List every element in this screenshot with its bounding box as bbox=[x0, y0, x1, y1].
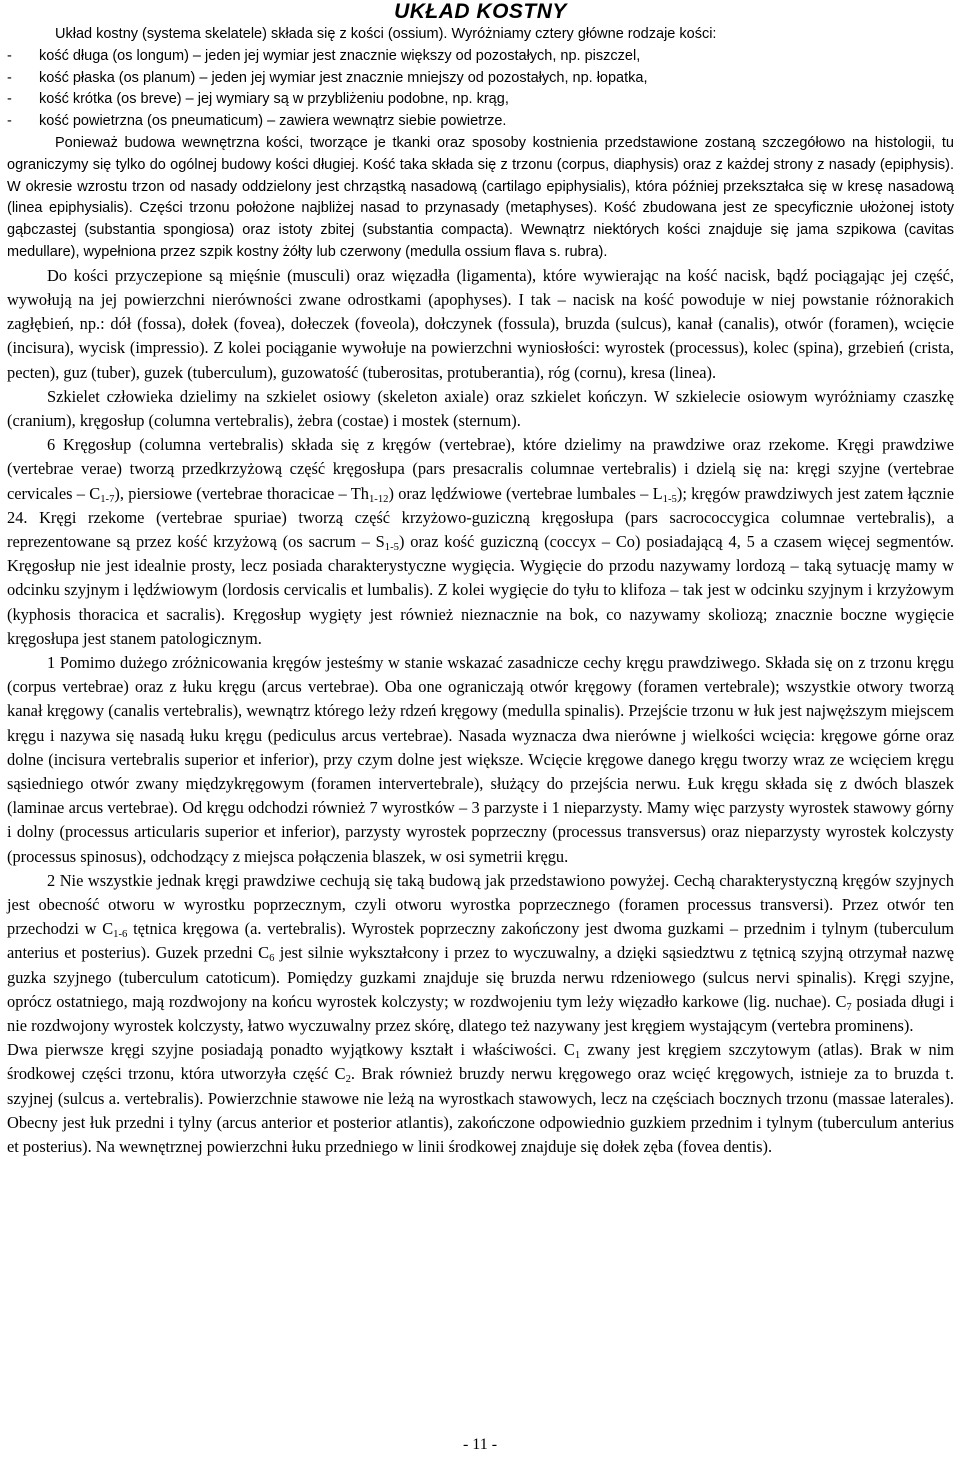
list-item: - kość płaska (os planum) – jeden jej wymiar jest znacznie mniejszy od pozostałych, np. łopatka, bbox=[7, 69, 648, 86]
bone-types-list bbox=[7, 46, 954, 133]
list-item: - kość długa (os longum) – jeden jej wymiar jest znacznie większy od pozostałych, np. piszczel, bbox=[7, 47, 641, 64]
page-title: UKŁAD KOSTNY bbox=[394, 0, 567, 23]
paragraph-muscles: Do kości przyczepione są mięśnie (musculi) oraz więzadła (ligamenta), które wywierając na kość nacisk, bądź pociągając jej część, wywołują na jej powierzchni nierówności zwane odrostkami (apophyses). I tak – nacisk na kość powoduje w niej powstanie różnorakich zagłębień, np.: dół (fossa), dołek (fovea), dołeczek (foveola), dołczynek (fossula), bruzda (sulcus), kanał (canalis), otwór (foramen), wcięcie (incisura), wycisk (impressio). Z kolei pociąganie wywołuje na powierzchni wyniosłości: wyrostek (processus), kolec (spina), grzebień (crista, pecten), guz (tuber), guzek (tuberculum), guzowatość (tuberositas, protuberantia), róg (cornu), kresa (linea). bbox=[7, 265, 954, 382]
paragraph-spine: 6 Kręgosłup (columna vertebralis) składa się z kręgów (vertebrae), które dzielimy na prawdziwe oraz rzekome. Kręgi prawdziwe (vertebrae verae) tworzą przedkrzyżową część kręgosłupa (pars presacralis columnae vertebralis) i dzielą się na: kręgi szyjne (vertebrae cervicales – $C_{1-7}$), piersiowe (vertebrae thoracicae – $Th_{1-12}$) oraz lędźwiowe (vertebrae lumbales – $L_{1-5}$); kręgów prawdziwych jest zatem łącznie 24. Kręgi rzekome (vertebrae spuriae) tworzą część krzyżowo-guziczną kręgosłupa (pars sacrococcygica columnae vertebralis), a reprezentowane są przez kość krzyżową (os sacrum – $S_{1-5}$) oraz kość guziczną (coccyx – Co) posiadającą 4, 5 a czasem więcej segmentów. Kręgosłup nie jest idealnie prosty, lecz posiada charakterystyczne wygięcia. Wygięcie do przodu nazywamy lordozą – taką sytuację mamy w odcinku szyjnym i lędźwiowym (lordosis cervicalis et lumbalis). Z kolei wygięcie do tyłu to klifoza – tak jest w odcinku szyjnym i krzyżowym (kyphosis thoracica et sacralis). Kręgosłup wygięty jest również nieznacznie na bok, co nazywamy skoliozą; znacznie boczne wygięcie kręgosłupa jest stanem patologicznym. bbox=[7, 435, 955, 648]
paragraph-vertebra: 1 Pomimo dużego zróżnicowania kręgów jesteśmy w stanie wskazać zasadnicze cechy kręgu prawdziwego. Składa się on z trzonu kręgu (corpus vertebrae) oraz z łuku kręgu (arcus vertebrae). Oba one ograniczają otwór kręgowy (foramen vertebrale); wszystkie otwory tworzą kanał kręgowy (canalis vertebralis), wewnątrz którego leży rdzeń kręgowy (medulla spinalis). Przejście trzonu w łuk jest najwęższym miejscem kręgu i nazywa się nasadą łuku kręgu (pediculus arcus vertebrae). Nasada wyznacza dwa nierówne j wielkości wcięcia: kręgowe górne oraz dolne (incisura vertebralis superior et inferior), przy czym dolne jest większe. Wcięcie kręgowe danego kręgu tworzy wraz ze wcięciem kręgu sąsiedniego otwór zwany międzykręgowym (foramen intervertebrale), służący do przejścia nerwu. Łuk kręgu składa się z dwóch blaszek (laminae arcus vertebrae). Od kręgu odchodzi również 7 wyrostków – 3 parzyste i 1 nieparzysty. Mamy więc parzysty wyrostek stawowy górny i dolny (processus articularis superior et inferior), parzysty wyrostek poprzeczny (processus transversus) oraz nieparzysty wyrostek kolczysty (processus spinosus), odchodzący z miejsca połączenia blaszek, w osi symetrii kręgu. bbox=[7, 653, 954, 866]
paragraph-structure: Ponieważ budowa wewnętrzna kości, tworzące je tkanki oraz sposoby kostnienia przedstawione zostaną szczegółowo na histologii, tu ograniczymy się tylko do ogólnej budowy kości długiej. Kość taka składa się z trzonu (corpus, diaphysis) oraz z każdej strony z nasady (epiphysis). W okresie wzrostu trzon od nasady oddzielony jest chrząstką nasadową (cartilago epiphysialis), która później przekształca się w kresę nasadową (linea epiphysialis). Części trzonu położone najbliżej nasad to przynasady (metaphyses). Kość zbudowana jest ze specyficznie ułożonej istoty gąbczastej (substantia spongiosa) oraz istoty zbitej (substantia compacta). Wewnątrz niektórych kości znajduje się jama szpikowa (cavitas medullare), wypełniona przez szpik kostny żółty lub czerwony (medulla ossium flava s. rubra). bbox=[7, 134, 954, 260]
document-page bbox=[7, 0, 954, 1159]
paragraph-atlas: Dwa pierwsze kręgi szyjne posiadają ponadto wyjątkowy kształt i właściwości. $C_1$ zwany jest kręgiem szczytowym (atlas). Brak w nim środkowej części trzonu, która utworzyła część $C_2$. Brak również bruzdy nerwu kręgowego oraz wcięć kręgowych, istnieje za to bruzda t. szyjnej (sulcus a. vertebralis). Powierzchnie stawowe nie leżą na wyrostkach stawowych, lecz na częściach bocznych trzonu (massae laterales). Obecny jest łuk przedni i tylny (arcus anterior et posterior atlantis), zakończone odpowiednio guzkiem przednim i tylnym (tuberculum anterius et posterius). Na wewnętrznej powierzchni łuku przedniego w linii środkowej znajduje się dołek zęba (fovea dentis). bbox=[7, 1040, 954, 1157]
list-item: - kość krótka (os breve) – jej wymiary są w przybliżeniu podobne, np. krąg, bbox=[7, 91, 509, 108]
intro-paragraph: Układ kostny (systema skelatele) składa się z kości (ossium). Wyróżniamy cztery główne rodzaje kości: bbox=[55, 26, 717, 42]
paragraph-skeleton: Szkielet człowieka dzielimy na szkielet osiowy (skeleton axiale) oraz szkielet kończyn. W szkielecie osiowym wyróżniamy czaszkę (cranium), kręgosłup (columna vertebralis), żebra (costae) i mostek (sternum). bbox=[7, 386, 954, 430]
main-text bbox=[7, 264, 954, 1160]
page-number: - 11 - bbox=[462, 1436, 498, 1453]
intro-section bbox=[7, 24, 954, 133]
structure-section bbox=[7, 133, 954, 264]
list-item: - kość powietrzna (os pneumaticum) – zawiera wewnątrz siebie powietrze. bbox=[7, 113, 507, 130]
paragraph-cervical: 2 Nie wszystkie jednak kręgi prawdziwe cechują się taką budową jak przedstawiono powyżej. Cechą charakterystyczną kręgów szyjnych jest obecność otworu w wyrostku poprzecznym, czyli otworu wyrostka poprzecznego (foramen processus transversi). Przez otwór ten przechodzi w $C_{1-6}$ tętnica kręgowa (a. vertebralis). Wyrostek poprzeczny zakończony jest dwoma guzkami – przednim i tylnym (tuberculum anterius et posterius). Guzek przedni $C_6$ jest silnie wykształcony i przez to wyczuwalny, a dzięki sąsiedztwu z tętnicą szyjną otrzymał nazwę guzka szyjnego (tuberculum catoticum). Pomiędzy guzkami znajduje się bruzda nerwu rdzeniowego (sulcus nervi spinalis). Kręgi szyjne, oprócz ostatniego, mają rozdwojony na końcu wyrostek kolczysty; w rozdwojeniu tym leży więzadło karkowe (lig. nuchae). $C_7$ posiada długi i nie rozdwojony wyrostek kolczysty, łatwo wyczuwalny przez skórę, dlatego też nazywany jest kręgiem wystającym (vertebra prominens). bbox=[7, 870, 954, 1036]
